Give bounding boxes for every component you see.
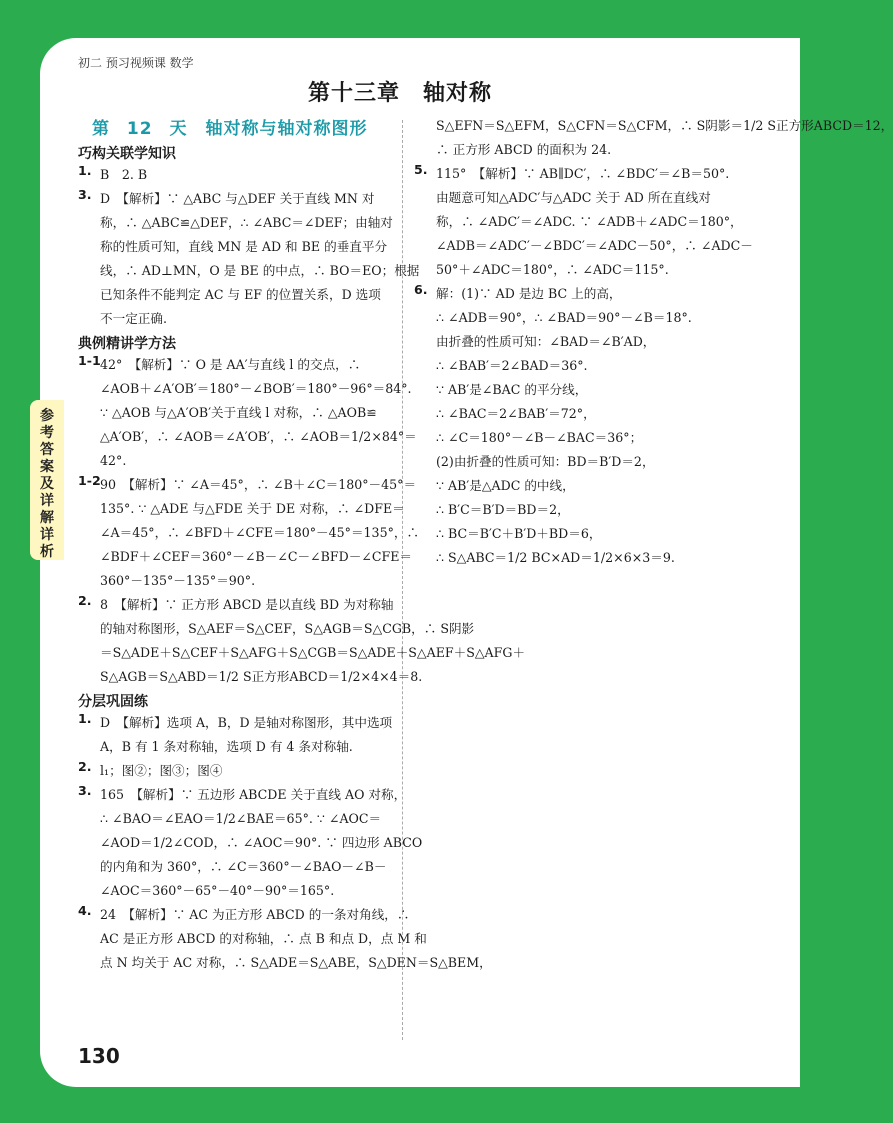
chapter-title: 第十三章 轴对称 (307, 81, 492, 106)
answer-line: 42° 【解析】∵ O 是 AA′与直线 l 的交点，∴ (100, 357, 361, 372)
answer-line: AC 是正方形 ABCD 的对称轴，∴ 点 B 和点 D，点 M 和 (100, 931, 427, 946)
answer-item (78, 759, 394, 783)
answer-line: D 【解析】选项 A，B，D 是轴对称图形，其中选项 (100, 715, 393, 730)
answer-line: 8 【解析】∵ 正方形 ABCD 是以直线 BD 为对称轴 (100, 597, 394, 612)
answer-number: 2. (78, 759, 92, 774)
answer-line: ∴ ∠BAC＝2∠BAB′＝72°， (436, 406, 596, 421)
answer-line: 24 【解析】∵ AC 为正方形 ABCD 的一条对角线，∴ (100, 907, 410, 922)
right-column (414, 114, 893, 570)
answer-line: 42°. (100, 453, 127, 468)
answer-line: 称，∴ △ABC≌△DEF，∴ ∠ABC＝∠DEF；由轴对 (100, 215, 393, 230)
answer-line: ∵ △AOB 与△A′OB′关于直线 l 对称，∴ △AOB≌ (100, 405, 377, 420)
answer-item (414, 282, 726, 570)
answer-line: S△AGB＝S△ABD＝1/2 S正方形ABCD＝1/2×4×4＝8. (100, 669, 423, 684)
answer-line: ∠AOB＋∠A′OB′＝180°－∠BOB′＝180°－96°＝84°. (100, 381, 412, 396)
answer-item (78, 711, 394, 759)
answer-number: 6. (414, 282, 428, 297)
answer-line: 由题意可知△ADC′与△ADC 关于 AD 所在直线对 (436, 190, 711, 205)
answer-line: S△EFN＝S△EFM，S△CFN＝S△CFM，∴ S阴影＝1/2 S正方形ABCD＝12， (436, 118, 893, 133)
column-divider (402, 120, 403, 1040)
answer-line: 115° 【解析】∵ AB∥DC′，∴ ∠BDC′＝∠B＝50°. (436, 166, 730, 181)
answer-item (78, 353, 417, 473)
answer-item (78, 187, 420, 331)
answer-line: l₁；图②；图③；图④ (100, 763, 223, 778)
answer-line: 的轴对称图形，S△AEF＝S△CEF，S△AGB＝S△CGB，∴ S阴影 (100, 621, 475, 636)
answer-line: ∠A＝45°，∴ ∠BFD＋∠CFE＝180°－45°＝135°，∴ (100, 525, 420, 540)
answer-line: ∵ AB′是∠BAC 的平分线， (436, 382, 588, 397)
answer-number: 1-2 (78, 473, 101, 488)
book-series-label: 初二 预习视频课 数学 (78, 56, 194, 70)
answer-item (78, 473, 420, 593)
day-title: 第 12 天 轴对称与轴对称图形 (92, 119, 368, 139)
answer-line: ∠AOD＝1/2∠COD，∴ ∠AOC＝90°. ∵ 四边形 ABCO (100, 835, 423, 850)
answer-number: 2. (78, 593, 92, 608)
answer-line: ∴ S△ABC＝1/2 BC×AD＝1/2×6×3＝9. (436, 550, 675, 565)
page-number: 130 (78, 1044, 120, 1068)
answer-line: D 【解析】∵ △ABC 与△DEF 关于直线 MN 对 (100, 191, 375, 206)
answer-number: 5. (414, 162, 428, 177)
answer-line: 50°＋∠ADC＝180°，∴ ∠ADC＝115°. (436, 262, 669, 277)
answer-line: ∴ ∠C＝180°－∠B－∠BAC＝36°； (436, 430, 643, 445)
answer-line: ＝S△ADE＋S△CEF＋S△AFG＋S△CGB＝S△ADE＋S△AEF＋S△AFG＋ (100, 645, 526, 660)
section-title: 巧构关联学知识 (78, 146, 176, 162)
answer-line: 的内角和为 360°，∴ ∠C＝360°－∠BAO－∠B－ (100, 859, 387, 874)
answer-line: (2)由折叠的性质可知：BD＝B′D＝2， (436, 454, 655, 469)
section-title: 分层巩固练 (78, 694, 148, 710)
answer-line: 称，∴ ∠ADC′＝∠ADC. ∵ ∠ADB＋∠ADC＝180°， (436, 214, 743, 229)
answer-number: 3. (78, 187, 92, 202)
answer-number: 4. (78, 903, 92, 918)
answer-item (78, 593, 526, 689)
answer-number: 3. (78, 783, 92, 798)
answer-line: ∴ ∠BAO＝∠EAO＝1/2∠BAE＝65°. ∵ ∠AOC＝ (100, 811, 382, 826)
answer-number: 1-1 (78, 353, 101, 368)
answer-line: 165 【解析】∵ 五边形 ABCDE 关于直线 AO 对称， (100, 787, 407, 802)
answer-line: 不一定正确. (100, 311, 167, 326)
answer-line: B 2. B (100, 167, 148, 182)
answer-line: 360°－135°－135°＝90°. (100, 573, 256, 588)
answer-line: △A′OB′，∴ ∠AOB＝∠A′OB′，∴ ∠AOB＝1/2×84°＝ (100, 429, 417, 444)
answer-line: ∴ ∠ADB＝90°，∴ ∠BAD＝90°－∠B＝18°. (436, 310, 692, 325)
answer-line: 90 【解析】∵ ∠A＝45°，∴ ∠B＋∠C＝180°－45°＝ (100, 477, 417, 492)
answer-line: ∵ AB′是△ADC 的中线， (436, 478, 575, 493)
answer-item (78, 783, 423, 903)
side-tab-label: 参考答案及详解详析 (40, 408, 54, 560)
side-tab (30, 400, 64, 560)
answer-line: ∴ BC＝B′C＋B′D＋BD＝6， (436, 526, 602, 541)
answer-line: 由折叠的性质可知：∠BAD＝∠B′AD， (436, 334, 656, 349)
answer-item (78, 903, 492, 975)
answer-line: ∠ADB＝∠ADC′－∠BDC′＝∠ADC－50°，∴ ∠ADC－ (436, 238, 753, 253)
answer-item (414, 162, 753, 282)
answer-item (414, 114, 893, 162)
answer-line: 135°. ∵ △ADE 与△FDE 关于 DE 对称，∴ ∠DFE＝ (100, 501, 405, 516)
answer-line: ∴ B′C＝B′D＝BD＝2， (436, 502, 570, 517)
answer-item (78, 163, 394, 187)
answer-number: 1. (78, 711, 92, 726)
answer-line: 线，∴ AD⊥MN，O 是 BE 的中点，∴ BO＝EO；根据 (100, 263, 420, 278)
answer-line: 已知条件不能判定 AC 与 EF 的位置关系，D 选项 (100, 287, 381, 302)
answer-line: ∠AOC＝360°－65°－40°－90°＝165°. (100, 883, 335, 898)
answer-line: 点 N 均关于 AC 对称，∴ S△ADE＝S△ABE，S△DEN＝S△BEM， (100, 955, 492, 970)
answer-line: ∴ ∠BAB′＝2∠BAD＝36°. (436, 358, 588, 373)
answer-line: 解：(1)∵ AD 是边 BC 上的高， (436, 286, 622, 301)
answer-line: ∴ 正方形 ABCD 的面积为 24. (436, 142, 612, 157)
answer-line: ∠BDF＋∠CEF＝360°－∠B－∠C－∠BFD－∠CFE＝ (100, 549, 413, 564)
answer-line: A，B 有 1 条对称轴，选项 D 有 4 条对称轴. (100, 739, 353, 754)
answer-number: 1. (78, 163, 92, 178)
answer-line: 称的性质可知，直线 MN 是 AD 和 BE 的垂直平分 (100, 239, 388, 254)
section-title: 典例精讲学方法 (78, 336, 176, 352)
